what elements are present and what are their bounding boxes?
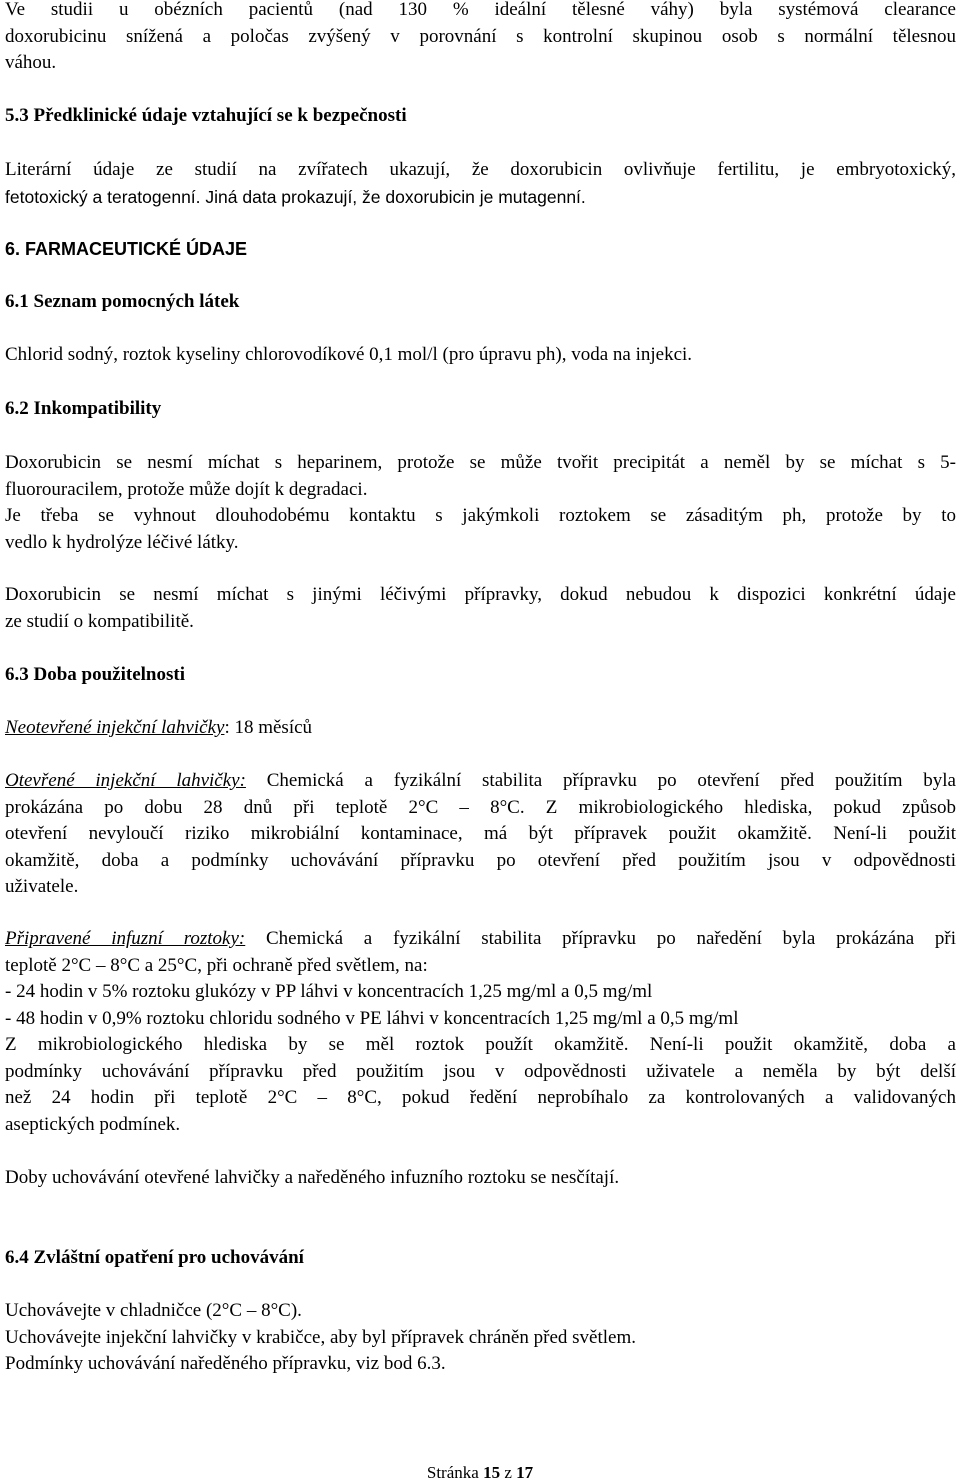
text-line: ze studií o kompatibilitě. bbox=[5, 610, 194, 632]
unopened-label: Neotevřené injekční lahvičky bbox=[5, 717, 225, 738]
text-line: Uchovávejte injekční lahvičky v krabičce, aby byl přípravek chráněn před světlem. bbox=[5, 1326, 636, 1348]
paragraph-incompat-alkaline bbox=[5, 503, 956, 556]
heading-6-4: 6.4 Zvláštní opatření pro uchovávání bbox=[5, 1247, 304, 1268]
paragraph-opened-vials bbox=[5, 768, 956, 901]
text-line: Uchovávejte v chladničce (2°C – 8°C). bbox=[5, 1300, 302, 1321]
page-footer bbox=[0, 1463, 960, 1483]
text-line: prokázána po dobu 28 dnů při teplotě 2°C – 8°C. Z mikrobiologického hlediska, pokud způsob bbox=[5, 796, 956, 818]
footer-prefix: Stránka bbox=[426, 1463, 484, 1482]
text-line: uživatele. bbox=[5, 876, 79, 897]
heading-5-3: 5.3 Předklinické údaje vztahující se k bezpečnosti bbox=[5, 105, 407, 126]
text-line: podmínky uchovávání přípravku před použitím jsou v odpovědnosti uživatele a neměla by být delší bbox=[5, 1060, 956, 1082]
text-line: doxorubicinu snížená a poločas zvýšený v porovnání s kontrolní skupinou osob s normální tělesnou bbox=[5, 25, 956, 47]
text-line: Podmínky uchovávání naředěného přípravku, viz bod 6.3. bbox=[5, 1353, 446, 1374]
text-line: otevření nevyloučí riziko mikrobiální kontaminace, má být přípravek použit okamžitě. Není-li použit bbox=[5, 823, 956, 844]
text-line: fluorouracilem, protože může dojít k degradaci. bbox=[5, 478, 368, 500]
paragraph-unopened-vials bbox=[5, 715, 956, 742]
text-line: aseptických podmínek. bbox=[5, 1113, 181, 1135]
paragraph-storage-conditions bbox=[5, 1298, 956, 1378]
heading-6-1: 6.1 Seznam pomocných látek bbox=[5, 291, 240, 312]
text-line: Doxorubicin se nesmí míchat s jinými léčivými přípravky, dokud nebudou k dispozici konkrétní údaje bbox=[5, 584, 956, 605]
text-run: Jiná data prokazují, že doxorubicin je mutagenní. bbox=[200, 186, 586, 207]
heading-6-3: 6.3 Doba použitelnosti bbox=[5, 664, 185, 685]
text-line: Doxorubicin se nesmí míchat s heparinem, protože se může tvořit precipitát a neměl by se míchat s 5- bbox=[5, 452, 956, 473]
text-line: Z mikrobiologického hlediska by se měl roztok použít okamžitě. Není-li použit okamžitě, doba a bbox=[5, 1034, 956, 1055]
text-run: Chemická a fyzikální stabilita přípravku po naředění byla prokázána při bbox=[245, 928, 956, 949]
paragraph-excipients: Chlorid sodný, roztok kyseliny chlorovodíkové 0,1 mol/l (pro úpravu ph), voda na injekci. bbox=[5, 344, 693, 365]
paragraph-storage-times: Doby uchovávání otevřené lahvičky a naředěného infuzního roztoku se nesčítají. bbox=[5, 1167, 620, 1188]
text-line: než 24 hodin při teplotě 2°C – 8°C, pokud ředění neprobíhalo za kontrolovaných a validovaných bbox=[5, 1087, 956, 1108]
list-item: - 48 hodin v 0,9% roztoku chloridu sodného v PE láhvi v koncentracích 1,25 mg/ml a 0,5 mg/ml bbox=[5, 1007, 739, 1029]
text-line bbox=[5, 926, 956, 953]
text-line: teplotě 2°C – 8°C a 25°C, při ochraně před světlem, na: bbox=[5, 954, 428, 976]
text-line: Je třeba se vyhnout dlouhodobému kontaktu s jakýmkoli roztokem se zásaditým ph, protože by to bbox=[5, 505, 956, 526]
text-line: Ve studii u obézních pacientů (nad 130 % ideální tělesné váhy) byla systémová clearance bbox=[5, 0, 956, 20]
text-run: Chemická a fyzikální stabilita přípravku po otevření před použitím byla bbox=[245, 770, 956, 791]
paragraph-incompat-heparin bbox=[5, 450, 956, 503]
paragraph-obese-patients bbox=[5, 0, 956, 77]
page-total: 17 bbox=[516, 1463, 534, 1482]
text-line: váhou. bbox=[5, 52, 57, 73]
text-line bbox=[5, 768, 956, 795]
heading-6: 6. FARMACEUTICKÉ ÚDAJE bbox=[5, 239, 248, 259]
paragraph-incompat-other bbox=[5, 582, 956, 635]
text-line: okamžitě, doba a podmínky uchovávání přípravku po otevření před použitím jsou v odpovědnosti bbox=[5, 849, 956, 871]
text-line: Literární údaje ze studií na zvířatech ukazují, že doxorubicin ovlivňuje fertilitu, je embryotoxický, bbox=[5, 159, 956, 180]
text-line: vedlo k hydrolýze léčivé látky. bbox=[5, 531, 239, 553]
text-line bbox=[5, 184, 956, 212]
opened-label: Otevřené injekční lahvičky: bbox=[5, 770, 246, 791]
footer-middle: z bbox=[500, 1463, 517, 1482]
unopened-text: : 18 měsíců bbox=[224, 717, 313, 738]
paragraph-infusion-solutions bbox=[5, 926, 956, 1138]
page-number: 15 bbox=[483, 1463, 501, 1482]
text-run: fetotoxický a teratogenní. bbox=[5, 186, 201, 207]
infusion-label: Připravené infuzní roztoky: bbox=[5, 928, 246, 949]
list-item: - 24 hodin v 5% roztoku glukózy v PP láhvi v koncentracích 1,25 mg/ml a 0,5 mg/ml bbox=[5, 981, 653, 1002]
heading-6-2: 6.2 Inkompatibility bbox=[5, 398, 162, 419]
paragraph-preclinical bbox=[5, 157, 956, 211]
